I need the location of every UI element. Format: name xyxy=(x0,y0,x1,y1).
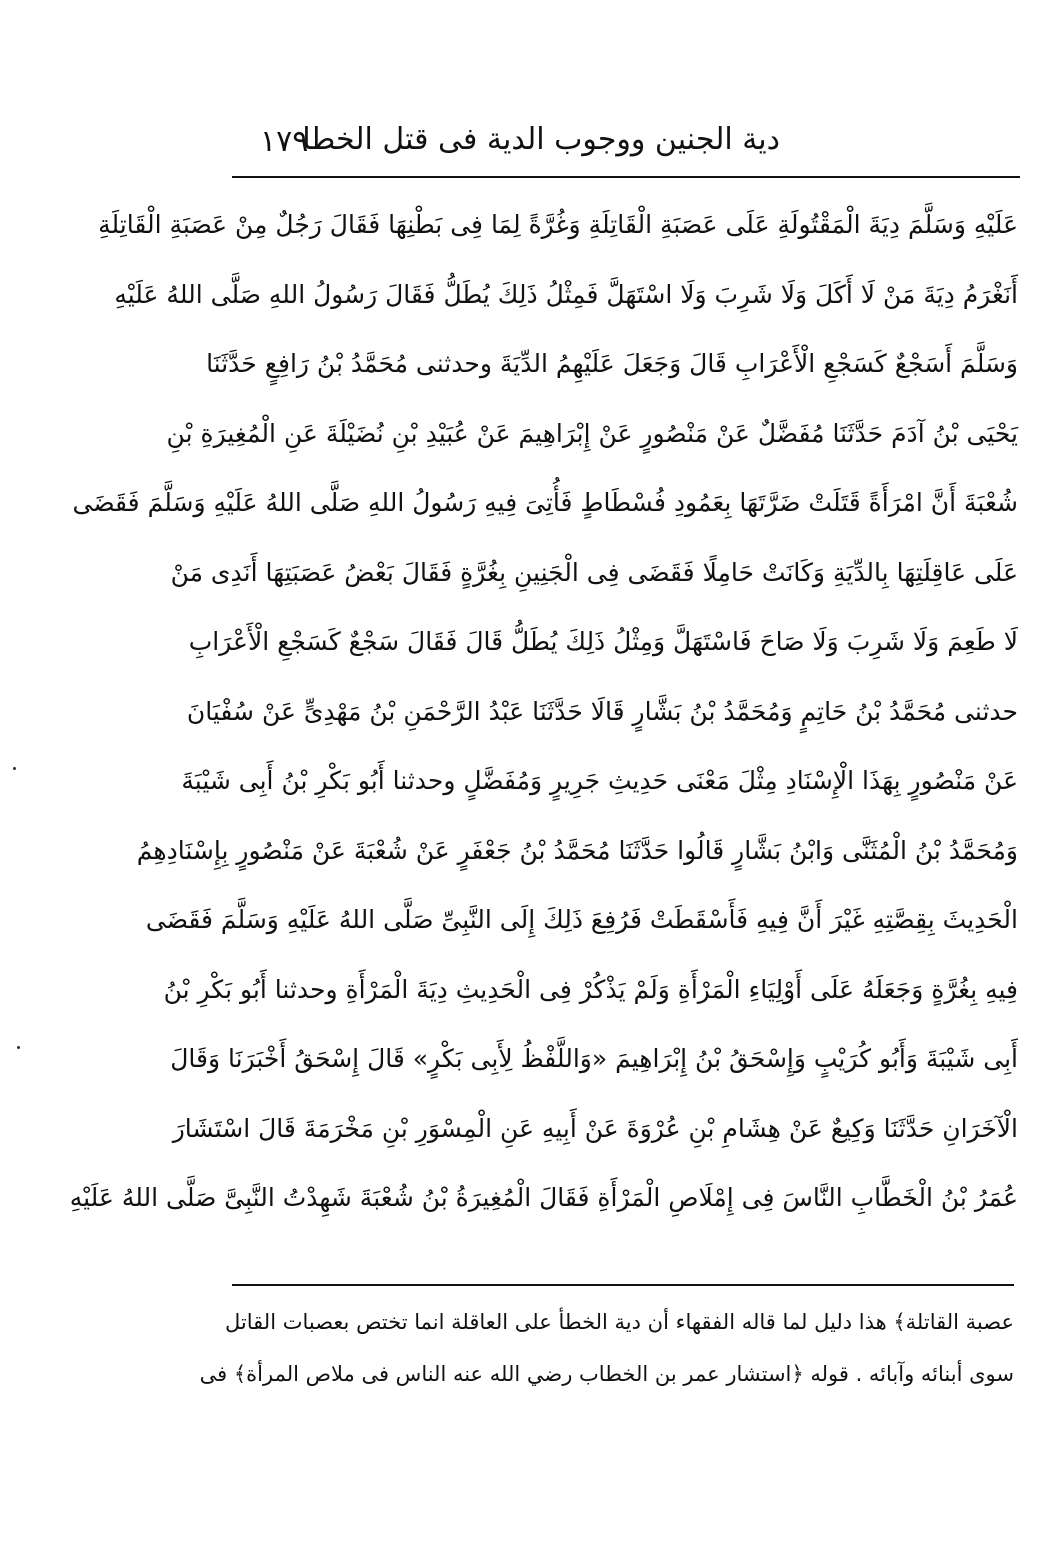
text-line: وَمُحَمَّدُ بْنُ الْمُثَنَّى وَابْنُ بَشَّارٍ قَالُوا حَدَّثَنَا مُحَمَّدُ بْنُ جَعْفَرٍ عَنْ شُعْبَةَ عَنْ مَنْصُورٍ بِإِسْنَادِهِمُ xyxy=(136,835,1018,865)
main-text xyxy=(69,190,1018,1233)
page-number: ١٧٩ xyxy=(260,124,309,159)
footnote-line: سوى أبنائه وآبائه . قوله ﴿استشار عمر بن الخطاب رضي الله عنه الناس فى ملاص المرأة﴾ فى xyxy=(199,1362,1014,1386)
text-line: وَسَلَّمَ أَسَجْعٌ كَسَجْعِ الْأَعْرَابِ قَالَ وَجَعَلَ عَلَيْهِمُ الدِّيَةَ وحدثنى مُحَمَّدُ بْنُ رَافِعٍ حَدَّثَنَا xyxy=(206,349,1018,378)
text-line: حدثنى مُحَمَّدُ بْنُ حَاتِمٍ وَمُحَمَّدُ بْنُ بَشَّارٍ قَالَا حَدَّثَنَا عَبْدُ الرَّحْمَنِ بْنُ مَهْدِىٍّ عَنْ سُفْيَانَ xyxy=(186,696,1018,726)
margin-speck xyxy=(13,767,16,770)
text-line: عَنْ مَنْصُورٍ بِهَذَا الْإِسْنَادِ مِثْلَ مَعْنَى حَدِيثِ جَرِيرٍ وَمُفَضَّلٍ وحدثنا أَبُو بَكْرِ بْنُ أَبِى شَيْبَةَ xyxy=(181,766,1018,795)
text-line: شُعْبَةَ أَنَّ امْرَأَةً قَتَلَتْ ضَرَّتَهَا بِعَمُودِ فُسْطَاطٍ فَأُتِىَ فِيهِ رَسُولُ اللهِ صَلَّى اللهُ عَلَيْهِ وَسَلَّمَ فَقَضَى xyxy=(72,488,1018,517)
text-line: عَلَى عَاقِلَتِهَا بِالدِّيَةِ وَكَانَتْ حَامِلًا فَقَضَى فِى الْجَنِينِ بِغُرَّةٍ فَقَالَ بَعْضُ عَصَبَتِهَا أَنَدِى مَنْ xyxy=(170,557,1018,587)
header-divider xyxy=(232,176,1020,178)
text-line: عُمَرُ بْنُ الْخَطَّابِ النَّاسَ فِى إِمْلَاصِ الْمَرْأَةِ فَقَالَ الْمُغِيرَةُ بْنُ شُعْبَةَ شَهِدْتُ النَّبِىَّ صَلَّى اللهُ عَلَيْهِ xyxy=(69,1183,1018,1212)
footnotes xyxy=(199,1296,1014,1400)
chapter-title: دية الجنين ووجوب الدية فى قتل الخطا xyxy=(302,122,780,157)
text-line: الْآخَرَانِ حَدَّثَنَا وَكِيعٌ عَنْ هِشَامِ بْنِ عُرْوَةَ عَنْ أَبِيهِ عَنِ الْمِسْوَرِ بْنِ مَخْرَمَةَ قَالَ اسْتَشَارَ xyxy=(172,1113,1018,1143)
text-line: أَبِى شَيْبَةَ وَأَبُو كُرَيْبٍ وَإِسْحَقُ بْنُ إِبْرَاهِيمَ «وَاللَّفْظُ لِأَبِى بَكْرٍ» قَالَ إِسْحَقُ أَخْبَرَنَا وَقَالَ xyxy=(170,1044,1018,1073)
margin-speck xyxy=(17,1046,20,1049)
text-line: لَا طَعِمَ وَلَا شَرِبَ وَلَا صَاحَ فَاسْتَهَلَّ وَمِثْلُ ذَلِكَ يُطَلُّ قَالَ فَقَالَ سَجْعٌ كَسَجْعِ الْأَعْرَابِ xyxy=(188,627,1018,656)
text-line: الْحَدِيثَ بِقِصَّتِهِ غَيْرَ أَنَّ فِيهِ فَأَسْقَطَتْ فَرُفِعَ ذَلِكَ إِلَى النَّبِىِّ صَلَّى اللهُ عَلَيْهِ وَسَلَّمَ فَقَضَى xyxy=(145,905,1018,934)
text-line: أَنَغْرَمُ دِيَةَ مَنْ لَا أَكَلَ وَلَا شَرِبَ وَلَا اسْتَهَلَّ فَمِثْلُ ذَلِكَ يُطَلُّ فَقَالَ رَسُولُ اللهِ صَلَّى اللهُ عَلَيْهِ xyxy=(114,279,1018,309)
footnote-line: عصبة القاتلة﴾ هذا دليل لما قاله الفقهاء أن دية الخطأ على العاقلة انما تختص بعصبات القاتل xyxy=(225,1310,1014,1334)
running-header xyxy=(232,118,1020,170)
text-line: يَحْيَى بْنُ آدَمَ حَدَّثَنَا مُفَضَّلٌ عَنْ مَنْصُورٍ عَنْ إِبْرَاهِيمَ عَنْ عُبَيْدِ بْنِ نُضَيْلَةَ عَنِ الْمُغِيرَةِ بْنِ xyxy=(166,418,1018,448)
text-line: عَلَيْهِ وَسَلَّمَ دِيَةَ الْمَقْتُولَةِ عَلَى عَصَبَةِ الْقَاتِلَةِ وَغُرَّةً لِمَا فِى بَطْنِهَا فَقَالَ رَجُلٌ مِنْ عَصَبَةِ الْقَاتِلَةِ xyxy=(98,210,1018,239)
text-line: فِيهِ بِغُرَّةٍ وَجَعَلَهُ عَلَى أَوْلِيَاءِ الْمَرْأَةِ وَلَمْ يَذْكُرْ فِى الْحَدِيثِ دِيَةَ الْمَرْأَةِ وحدثنا أَبُو بَكْرِ بْنُ xyxy=(163,974,1018,1004)
footnote-divider xyxy=(232,1284,1014,1286)
